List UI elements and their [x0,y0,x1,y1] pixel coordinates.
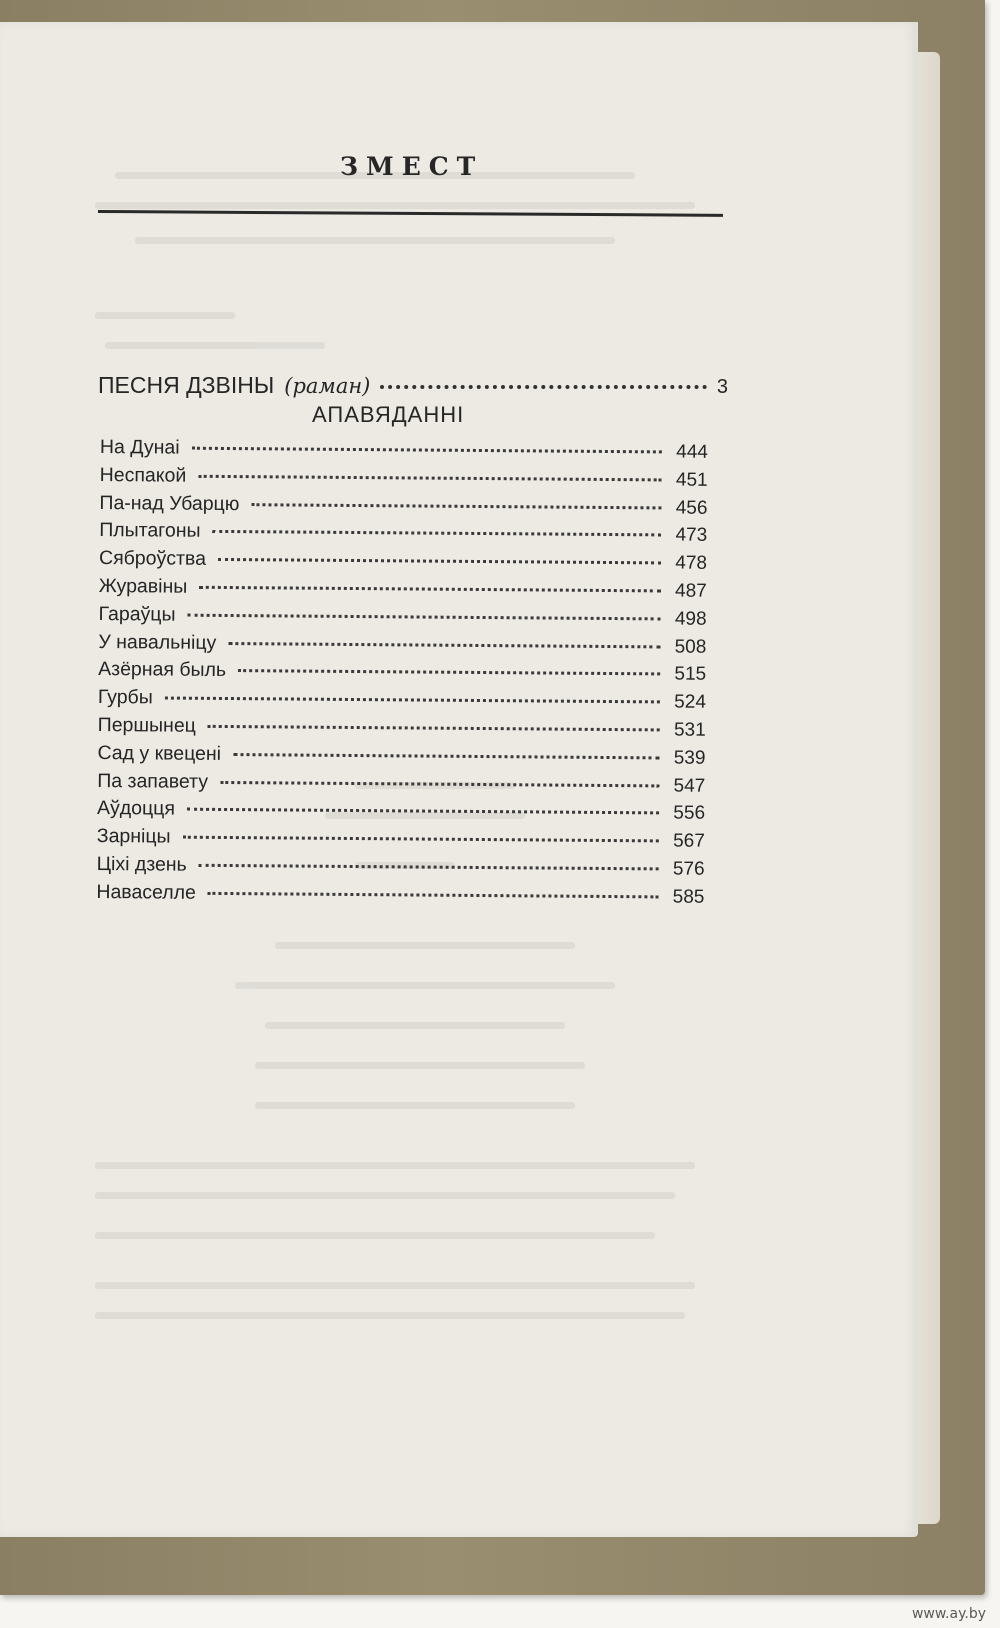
novel-entry [98,372,728,406]
entry-page: 567 [673,830,705,852]
dot-leader [183,836,659,843]
entry-page: 576 [672,858,705,880]
entry-title: Першынец [97,713,196,737]
dot-leader [199,864,659,871]
entry-page: 539 [673,747,706,769]
entry-title: Сад у квецені [97,741,222,765]
entry-page: 524 [674,691,707,713]
entry-page: 508 [674,636,707,658]
entry-title: Гурбы [97,686,153,709]
entry-page: 487 [675,580,707,602]
dot-leader [165,697,660,704]
entry-title: Азёрная быль [98,658,227,682]
dot-leader [233,753,659,759]
site-watermark: www.ay.by [911,1606,986,1622]
entry-title: Журавіны [98,574,188,598]
dot-leader [251,503,661,509]
dot-leader [208,725,660,732]
dot-leader [208,892,659,899]
entry-page: 473 [675,524,708,547]
toc-entry [96,881,704,914]
section-title: АПАВЯДАННІ [312,402,465,427]
dot-leader [218,558,661,564]
novel-title: ПЕСНЯ ДЗВІНЫ [98,372,275,398]
dot-leader [380,385,706,389]
stories-list [96,436,708,913]
dot-leader [228,642,660,648]
entry-page: 556 [673,802,706,825]
dot-leader [198,475,661,482]
entry-title: Аўдоцця [96,797,176,820]
entry-title: У навальніцу [98,630,217,654]
entry-page: 451 [675,469,708,491]
entry-page: 478 [675,552,708,574]
entry-title: Гараўцы [98,602,176,626]
entry-title: Ціхі дзень [96,852,187,876]
dot-leader [213,530,662,537]
novel-subtitle: (раман) [284,374,371,398]
dot-leader [238,669,660,675]
entry-page: 444 [676,441,708,463]
entry-page: 498 [674,608,707,630]
entry-title: Па запавету [97,769,209,793]
entry-page: 547 [673,775,706,797]
entry-title: На Дунаі [99,436,180,459]
book-page [0,22,918,1537]
entry-title: Зарніцы [96,825,171,848]
entry-title: Наваселле [96,880,196,904]
entry-page: 515 [674,663,707,686]
entry-page: 456 [675,497,708,519]
entry-page: 531 [673,719,706,741]
novel-page-number: 3 [716,376,728,398]
entry-title: Па-над Убарцю [99,491,240,515]
heading-rule [98,210,723,217]
dot-leader [187,808,659,815]
dot-leader [220,781,659,787]
dot-leader [192,447,662,454]
entry-title: Плытагоны [99,519,201,543]
entry-title: Неспакой [99,463,187,487]
entry-title: Сяброўства [98,547,207,571]
entry-page: 585 [672,886,705,908]
dot-leader [188,613,661,620]
dot-leader [199,586,661,593]
contents-heading: ЗМЕСТ [340,152,484,181]
